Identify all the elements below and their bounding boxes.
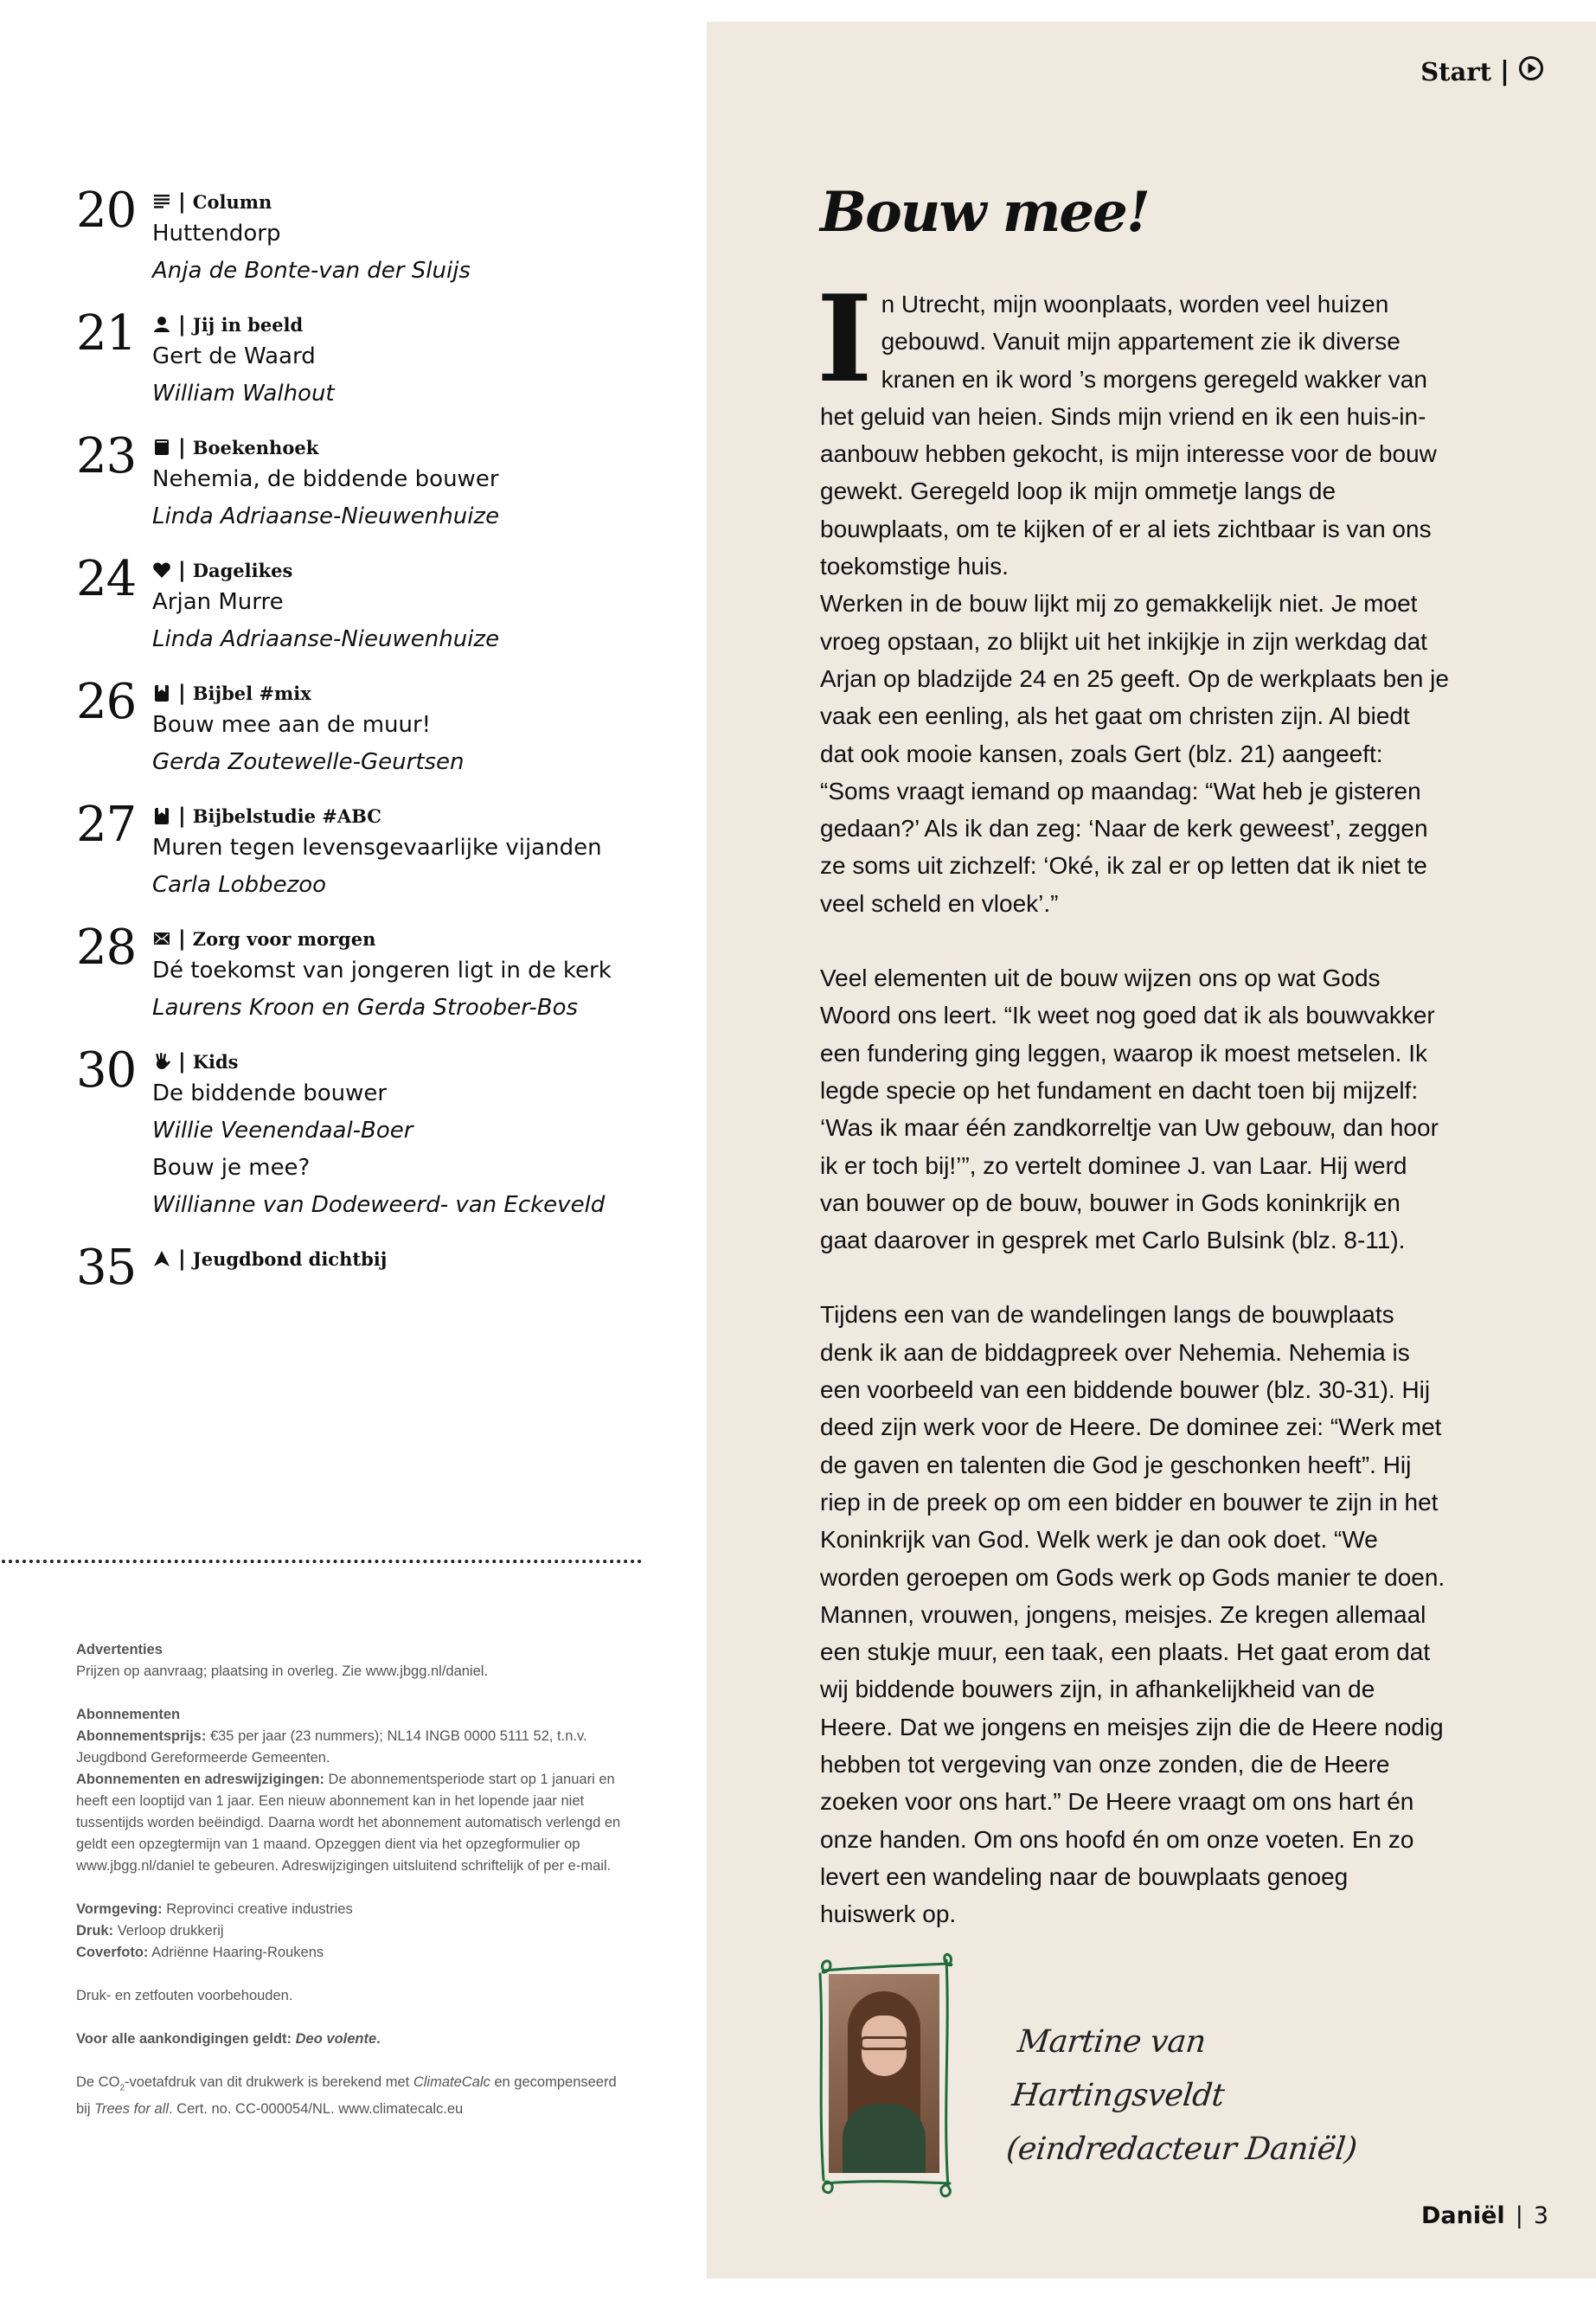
- toc-entry-body: [152, 189, 682, 289]
- category-separator: |: [178, 312, 186, 336]
- author-name: Martine van Hartingsveldt: [1010, 2024, 1227, 2113]
- abonnementen-heading: Abonnementen: [76, 1707, 181, 1722]
- page-footer: [1421, 2202, 1548, 2229]
- arrow-up-icon: [152, 1249, 171, 1268]
- toc-article-title[interactable]: Bouw je mee?: [152, 1155, 311, 1181]
- colophon: [76, 1639, 630, 2142]
- bible-icon: [152, 806, 171, 825]
- advertenties-heading: Advertenties: [76, 1642, 163, 1657]
- toc-entry-body: [152, 803, 682, 903]
- author-role: (eindredacteur Daniël): [1004, 2131, 1359, 2167]
- toc-entry[interactable]: [76, 551, 682, 657]
- toc-page-number: 26: [76, 674, 137, 730]
- magazine-name: Daniël: [1421, 2202, 1505, 2229]
- person-icon: [152, 315, 171, 334]
- coverfoto-text: Adriënne Haaring-Roukens: [151, 1945, 324, 1960]
- co2-suffix: . Cert. no. CC-000054/NL. www.climatecalc.eu: [169, 2101, 464, 2118]
- toc-entry[interactable]: [76, 305, 682, 412]
- toc-category-label: Jij in beeld: [192, 313, 304, 336]
- toc-page-number: 27: [76, 797, 137, 853]
- article-paragraph: Veel elementen uit de bouw wijzen ons op wat Gods Woord ons leert. “Ik weet nog goed dat ik als bouwvakker een fundering ging leggen, waarop ik moest metselen. Ik legde specie op het fundament en dacht toen bij mijzelf: ‘Was ik maar één zandkorreltje van Uw gebouw, dan hoor ik er toch bij!’”, zo vertelt dominee J. van Laar. Hij werd van bouwer op de bouw, bouwer in Gods koninkrijk en gaat daarover in gesprek met Carlo Bulsink (blz. 8-11).: [820, 965, 1439, 1254]
- toc-category-label: Boekenhoek: [192, 436, 319, 458]
- category-separator: |: [178, 1247, 186, 1271]
- article-paragraph: Werken in de bouw lijkt mij zo gemakkelijk niet. Je moet vroeg opstaan, zo blijkt uit het inkijkje in zijn werkdag dat Arjan op bladzijde 24 en 25 geeft. Op de werkplaats ben je vaak een eenling, als het gaat om christen zijn. Al biedt dat ook mooie kansen, zoals Gert (blz. 21) aangeeft: “Soms vraagt iemand op maandag: “Wat heb je gisteren gedaan?’ Als ik dan zeg: ‘Naar de kerk geweest’, zeggen ze soms uit zichzelf: ‘Oké, ik zal er op letten dat ik niet te veel scheld en vloek’.”: [820, 590, 1449, 917]
- text-lines-icon: [152, 192, 171, 211]
- toc-entry-body: [152, 434, 682, 535]
- doodle-frame-icon: [811, 1948, 1002, 2199]
- adres-text: De abonnementsperiode start op 1 januari en heeft een looptijd van 1 jaar. Een nieuw abonnement kan in het lopende jaar niet tussentijds worden beëindigd. Daarna wordt het abonnement automatisch verlengd en geldt een opzegtermijn van 1 maand. Opzeggen dient via het opzegformulier op www.jbgg.nl/daniel te gebeuren. Adreswijzigingen uitsluitend schriftelijk of per e-mail.: [76, 1772, 621, 1874]
- category-separator: |: [178, 804, 186, 828]
- toc-category-label: Dagelikes: [192, 559, 293, 581]
- toc-entry[interactable]: [76, 1042, 682, 1223]
- dotted-divider: [2, 1560, 642, 1563]
- colophon-advertenties: [76, 1639, 630, 1682]
- co2-org: Trees for all: [94, 2101, 169, 2118]
- toc-page-number: 23: [76, 428, 137, 484]
- toc-entry-body: [152, 557, 682, 657]
- toc-page-number: 24: [76, 551, 137, 607]
- toc-page-number: 20: [76, 183, 137, 239]
- toc-category-label: Zorg voor morgen: [192, 927, 376, 950]
- vormgeving-label: Vormgeving:: [76, 1901, 163, 1917]
- colophon-abonnementen: [76, 1704, 630, 1877]
- toc-article-author: Laurens Kroon en Gerda Stroober-Bos: [152, 995, 579, 1021]
- drop-cap: I: [817, 268, 873, 409]
- start-label: Start: [1420, 56, 1492, 87]
- toc-page-number: 30: [76, 1042, 137, 1099]
- adres-label: Abonnementen en adreswijzigingen:: [76, 1772, 324, 1787]
- toc-article-author: Gerda Zoutewelle-Geurtsen: [152, 749, 465, 775]
- toc-category: [152, 189, 682, 215]
- toc-entry[interactable]: [76, 183, 682, 289]
- book-icon: [152, 438, 171, 457]
- toc-article-title[interactable]: Arjan Murre: [152, 589, 284, 615]
- toc-article-title[interactable]: Muren tegen levensgevaarlijke vijanden: [152, 835, 602, 861]
- vormgeving-text: Reprovinci creative industries: [166, 1901, 353, 1917]
- article-paragraph: [817, 268, 1450, 585]
- separator: |: [1500, 56, 1509, 87]
- toc-entry-body: [152, 926, 682, 1026]
- co2-prefix: De CO: [76, 2074, 120, 2090]
- toc-category-label: Bijbelstudie #ABC: [192, 804, 381, 827]
- category-separator: |: [178, 435, 186, 459]
- start-nav-link[interactable]: [1420, 55, 1544, 87]
- colophon-aankondigingen: Voor alle aankondigingen geldt: Deo volente.: [76, 2031, 381, 2047]
- co2-subscript: 2: [119, 2083, 125, 2093]
- toc-article-author: Carla Lobbezoo: [152, 872, 327, 898]
- toc-entry-body: [152, 1048, 682, 1223]
- paragraph-text: n Utrecht, mijn woonplaats, worden veel huizen gebouwd. Vanuit mijn appartement zie ik diverse kranen en ik word ’s morgens geregeld wakker van het geluid van heien. Sinds mijn vriend en ik een huis-in-aanbouw hebben gekocht, is mijn interesse voor de bouw gewekt. Geregeld loop ik mijn ommetje langs de bouwplaats, om te kijken of er al iets zichtbaar is van ons toekomstige huis.: [820, 291, 1437, 580]
- toc-article-author: Linda Adriaanse-Nieuwenhuize: [152, 503, 500, 529]
- table-of-contents: [76, 183, 682, 1317]
- colophon-disclaimer: Druk- en zetfouten voorbehouden.: [76, 1988, 293, 2003]
- category-separator: |: [178, 558, 186, 582]
- toc-article-author: Anja de Bonte-van der Sluijs: [152, 258, 471, 284]
- toc-category: [152, 434, 682, 460]
- author-card: [811, 1948, 1417, 2199]
- article-paragraph: Tijdens een van de wandelingen langs de bouwplaats denk ik aan de biddagpreek over Nehemia. Nehemia is een voorbeeld van een biddende bouwer (blz. 30-31). Hij deed zijn werk voor de Heere. De dominee zei: “Werk met de gaven en talenten die God je geschonken heeft”. Hij riep in de preek op om een bidder en bouwer te zijn in het Koninkrijk van God. Welk werk je dan ook doet. “We worden geroepen om Gods werk op Gods manier te doen. Mannen, vrouwen, jongens, meisjes. Ze kregen allemaal een stukje muur, een taak, een plaats. Het gaat erom dat wij biddende bouwers zijn, in afhankelijkheid van de Heere. Dat we jongens en meisjes zijn die de Heere nodig hebben tot vergeving van onze zonden, die de Heere zoeken voor ons hart.” De Heere vraagt om ons hart én onze handen. Om ons hoofd én om onze voeten. En zo levert een wandeling naar de bouwplaats genoeg huiswerk op.: [820, 1301, 1445, 1928]
- toc-page-number: 21: [76, 305, 137, 362]
- author-signature: [1003, 2016, 1426, 2176]
- editorial-article: [817, 180, 1450, 1970]
- prijs-text: €35 per jaar (23 nummers); NL14 INGB 0000 5111 52, t.n.v. Jeugdbond Gereformeerde Gemeenten.: [76, 1728, 587, 1766]
- druk-text: Verloop drukkerij: [117, 1923, 224, 1939]
- toc-article-author: Linda Adriaanse-Nieuwenhuize: [152, 626, 500, 652]
- toc-category: [152, 803, 682, 829]
- toc-entry-body: [152, 680, 682, 780]
- category-separator: |: [178, 189, 186, 214]
- advertenties-text: Prijzen op aanvraag; plaatsing in overleg. Zie www.jbgg.nl/daniel.: [76, 1663, 489, 1679]
- toc-article-title[interactable]: Nehemia, de biddende bouwer: [152, 466, 499, 492]
- toc-article-author: William Walhout: [152, 381, 335, 407]
- toc-entry[interactable]: [76, 674, 682, 780]
- colophon-co2: [76, 2072, 630, 2120]
- toc-article-title[interactable]: Bouw mee aan de muur!: [152, 712, 432, 738]
- toc-category: [152, 680, 682, 706]
- toc-category-label: Jeugdbond dichtbij: [192, 1247, 388, 1270]
- aankondigingen-text: Deo volente: [295, 2031, 377, 2047]
- toc-entry-body: [152, 1246, 682, 1294]
- page-number: 3: [1533, 2202, 1548, 2229]
- colophon-credits: [76, 1899, 630, 1964]
- coverfoto-label: Coverfoto:: [76, 1945, 149, 1960]
- toc-article-author: Willie Veenendaal-Boer: [152, 1118, 413, 1144]
- toc-category: [152, 926, 682, 952]
- toc-category: [152, 1246, 682, 1272]
- toc-page-number: 28: [76, 920, 137, 976]
- envelope-icon: [152, 929, 171, 948]
- toc-article-title[interactable]: Gert de Waard: [152, 343, 316, 369]
- toc-article-author: Willianne van Dodeweerd- van Eckeveld: [152, 1192, 606, 1218]
- toc-article-title[interactable]: Huttendorp: [152, 221, 281, 247]
- heart-icon: [152, 561, 171, 580]
- prijs-label: Abonnementsprijs:: [76, 1728, 207, 1744]
- toc-category: [152, 311, 682, 337]
- toc-page-number: 35: [76, 1240, 137, 1296]
- toc-entry-body: [152, 311, 682, 412]
- footer-separator: |: [1515, 2202, 1523, 2229]
- category-separator: |: [178, 681, 186, 705]
- co2-tool: ClimateCalc: [413, 2074, 490, 2090]
- toc-entry[interactable]: [76, 428, 682, 535]
- play-circle-icon: [1518, 55, 1544, 87]
- hand-icon: [152, 1052, 171, 1071]
- toc-category: [152, 557, 682, 583]
- bible-icon: [152, 683, 171, 702]
- toc-article-title[interactable]: Dé toekomst van jongeren ligt in de kerk: [152, 958, 612, 984]
- toc-entry[interactable]: [76, 920, 682, 1026]
- category-separator: |: [178, 1049, 186, 1074]
- toc-entry[interactable]: [76, 1240, 682, 1296]
- druk-label: Druk:: [76, 1923, 114, 1939]
- toc-article-title[interactable]: De biddende bouwer: [152, 1080, 388, 1106]
- co2-text-2: en gecompenseerd bij: [76, 2074, 617, 2118]
- toc-category-label: Column: [192, 190, 272, 213]
- toc-entry[interactable]: [76, 797, 682, 903]
- toc-category: [152, 1048, 682, 1074]
- category-separator: |: [178, 926, 186, 951]
- aankondigingen-label: Voor alle aankondigingen geldt:: [76, 2031, 292, 2047]
- toc-category-label: Kids: [192, 1050, 239, 1073]
- co2-text: -voetafdruk van dit drukwerk is berekend met: [125, 2074, 410, 2090]
- article-title: Bouw mee!: [820, 180, 1149, 245]
- toc-category-label: Bijbel #mix: [192, 682, 311, 704]
